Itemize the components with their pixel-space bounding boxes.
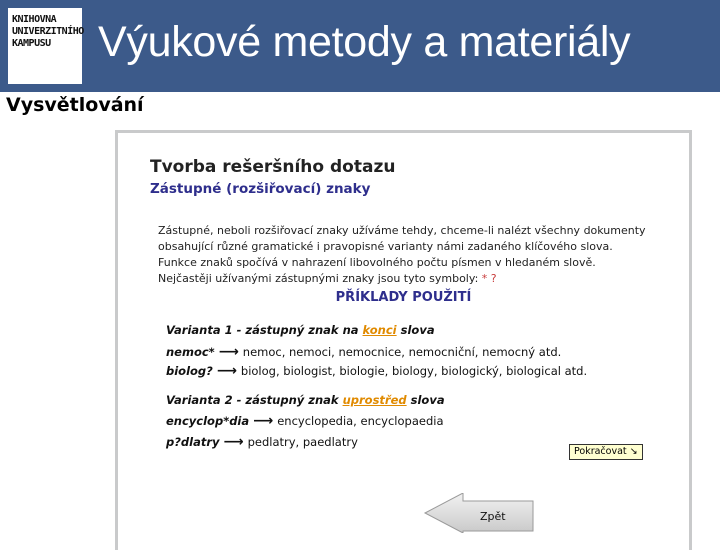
panel-subtitle: Zástupné (rozšiřovací) znaky <box>150 181 371 197</box>
logo-text <box>12 14 84 50</box>
variant-text: slova <box>396 323 435 337</box>
logo-line: UNIVERZITNÍHO <box>12 26 84 37</box>
variant-2-heading <box>166 393 445 407</box>
arrow-icon: ⟶ <box>216 363 237 379</box>
back-label: Zpět <box>480 510 506 523</box>
library-logo <box>8 8 82 84</box>
logo-line: KAMPUSU <box>12 38 51 49</box>
paragraph-line: Zástupné, neboli rozšiřovací znaky užíváme tehdy, chceme-li nalézt všechny dokumenty <box>158 224 646 237</box>
variant-text: Varianta 2 - zástupný znak <box>166 393 343 407</box>
variant-highlight: uprostřed <box>342 393 407 407</box>
arrow-icon: ⟶ <box>218 344 239 360</box>
example-row <box>166 434 358 450</box>
logo-line: KNIHOVNA <box>12 14 57 25</box>
example-term: p?dlatry <box>166 435 220 449</box>
examples-heading: PŘÍKLADY POUŽITÍ <box>335 290 472 305</box>
example-term: encyclop*dia <box>166 414 250 428</box>
arrow-icon: ⟶ <box>253 413 274 429</box>
variant-highlight: konci <box>362 323 397 337</box>
paragraph-text: Nejčastěji užívanými zástupnými znaky jsou tyto symboly: <box>158 272 479 285</box>
wildcard-symbols: * ? <box>481 272 497 285</box>
arrow-icon: ⟶ <box>223 434 244 450</box>
paragraph-line: Funkce znaků spočívá v nahrazení libovolného počtu písmen v hledaném slově. <box>158 256 596 269</box>
panel-title: Tvorba rešeršního dotazu <box>150 157 396 177</box>
example-result: nemoc, nemoci, nemocnice, nemocniční, nemocný atd. <box>242 345 562 359</box>
section-title: Vysvětlování <box>6 94 144 116</box>
example-result: encyclopedia, encyclopaedia <box>277 414 444 428</box>
explanation-paragraph <box>158 223 658 287</box>
paragraph-line <box>158 271 658 287</box>
back-arrow-icon <box>423 493 535 533</box>
example-row <box>166 363 587 379</box>
example-result: biolog, biologist, biologie, biology, biologický, biological atd. <box>240 364 588 378</box>
example-row <box>166 413 444 429</box>
example-row <box>166 344 561 360</box>
variant-text: slova <box>406 393 445 407</box>
page-title: Výukové metody a materiály <box>98 18 631 66</box>
example-term: biolog? <box>166 364 213 378</box>
header-bar <box>0 0 720 92</box>
continue-button[interactable]: Pokračovat ↘ <box>569 444 643 460</box>
content-frame <box>115 130 692 550</box>
back-button[interactable] <box>423 493 535 533</box>
variant-text: Varianta 1 - zástupný znak na <box>166 323 363 337</box>
example-term: nemoc* <box>166 345 215 359</box>
example-result: pedlatry, paedlatry <box>247 435 358 449</box>
variant-1-heading <box>166 323 435 337</box>
continue-label: Pokračovat <box>574 446 627 457</box>
paragraph-line: obsahující různé gramatické i pravopisné varianty námi zadaného klíčového slova. <box>158 240 613 253</box>
